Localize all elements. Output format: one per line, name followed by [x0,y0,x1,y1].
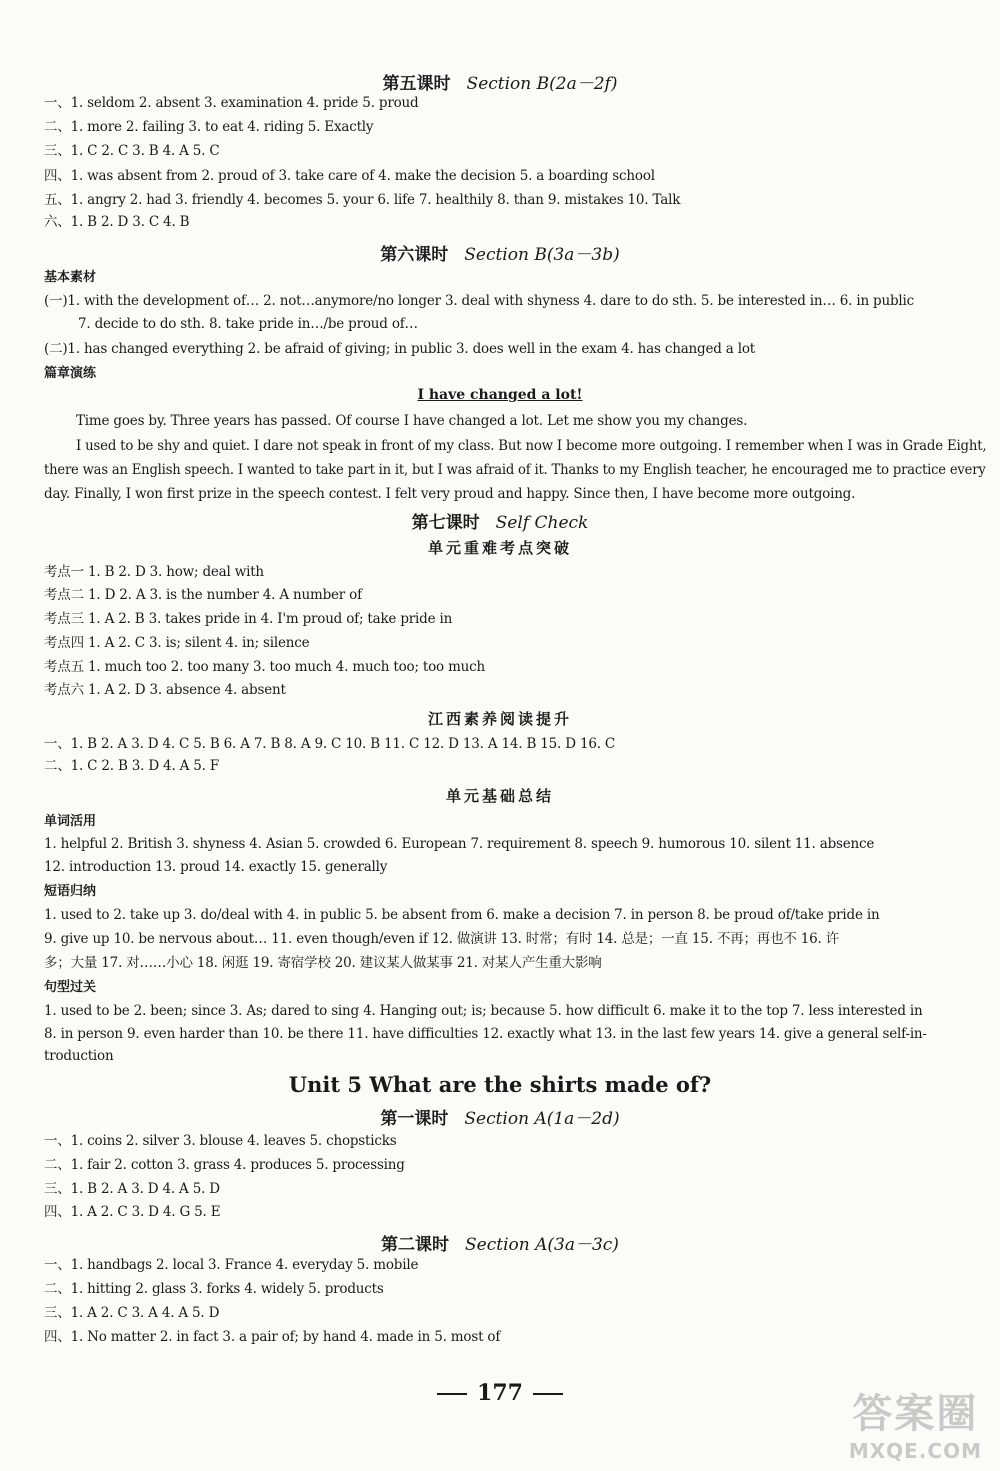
unit5-lesson-1-title: 第一课时 Section A(1a－2d) [380,1109,620,1129]
lesson-7-title: 第七课时 Self Check [411,513,589,533]
watermark-url: MXQE.COM [848,1439,982,1463]
section-heading: 句型过关 [44,980,97,995]
answer-line: 三、1. C 2. C 3. B 4. A 5. C [44,143,220,159]
answer-line: 一、1. handbags 2. local 3. France 4. everyday 5. mobile [44,1257,419,1273]
answer-line: 考点六 1. A 2. D 3. absence 4. absent [44,682,286,698]
answer-line: 四、1. No matter 2. in fact 3. a pair of; by hand 4. made in 5. most of [44,1329,501,1345]
answer-line: 考点五 1. much too 2. too many 3. too much 4. much too; too much [44,659,486,675]
answer-line: troduction [44,1048,114,1064]
answer-line: 四、1. was absent from 2. proud of 3. take care of 4. make the decision 5. a boarding school [44,168,655,184]
answer-line: 7. decide to do sth. 8. take pride in…/be proud of… [78,316,418,332]
answer-line: 多；大量 17. 对……小心 18. 闲逛 19. 寄宿学校 20. 建议某人做某事 21. 对某人产生重大影响 [44,955,602,971]
answer-line: 三、1. B 2. A 3. D 4. A 5. D [44,1181,220,1197]
essay-line: there was an English speech. I wanted to take part in it, but I was afraid of it. Thanks to my English teacher, he encouraged me to practice every [44,462,986,478]
answer-line: 9. give up 10. be nervous about… 11. even though/even if 12. 做演讲 13. 时常；有时 14. 总是；一直 15. 不再；再也不 16. 许 [44,931,840,947]
answer-line: 一、1. coins 2. silver 3. blouse 4. leaves 5. chopsticks [44,1133,397,1149]
section-heading: 单词活用 [44,814,97,829]
section-heading: 短语归纳 [44,884,97,899]
lesson-5-title: 第五课时 Section B(2a－2f) [382,74,618,94]
answer-line: (一)1. with the development of… 2. not…anymore/no longer 3. deal with shyness 4. dare to do sth. 5. be interested in… 6. in public [44,293,915,309]
subsection-title: 江西素养阅读提升 [427,710,572,728]
answer-line: 一、1. B 2. A 3. D 4. C 5. B 6. A 7. B 8. A 9. C 10. B 11. C 12. D 13. A 14. B 15. D 16. C [44,736,616,752]
essay-line: Time goes by. Three years has passed. Of course I have changed a lot. Let me show you my changes. [76,413,748,429]
unit-title: Unit 5 What are the shirts made of? [288,1072,712,1097]
answer-line: 1. used to be 2. been; since 3. As; dared to sing 4. Hanging out; is; because 5. how difficult 6. make it to the top 7. less interested in [44,1003,923,1019]
answer-line: 二、1. hitting 2. glass 3. forks 4. widely 5. products [44,1281,384,1297]
dash-left [437,1393,467,1395]
watermark-text: 答案圈 [852,1391,979,1437]
answer-line: 考点一 1. B 2. D 3. how; deal with [44,564,264,580]
essay-line: I used to be shy and quiet. I dare not speak in front of my class. But now I become more outgoing. I remember when I was in Grade Eight, [76,438,987,454]
subsection-title: 单元基础总结 [445,787,554,805]
subsection-title: 单元重难考点突破 [427,539,572,557]
section-heading: 篇章演练 [44,366,97,381]
page-number: 177 [0,1380,1000,1406]
section-heading: 基本素材 [44,270,97,285]
answer-line: 8. in person 9. even harder than 10. be there 11. have difficulties 12. exactly what 13. in the last few years 14. give a general self-in- [44,1026,927,1042]
answer-line: (二)1. has changed everything 2. be afraid of giving; in public 3. does well in the exam 4. has changed a lot [44,341,756,357]
answer-line: 1. helpful 2. British 3. shyness 4. Asian 5. crowded 6. European 7. requirement 8. speech 9. humorous 10. silent 11. absence [44,836,875,852]
answer-line: 12. introduction 13. proud 14. exactly 15. generally [44,859,388,875]
lesson-6-title: 第六课时 Section B(3a－3b) [380,245,620,265]
answer-line: 一、1. seldom 2. absent 3. examination 4. pride 5. proud [44,95,419,111]
answer-line: 五、1. angry 2. had 3. friendly 4. becomes 5. your 6. life 7. healthily 8. than 9. mistakes 10. Talk [44,192,681,208]
answer-line: 二、1. fair 2. cotton 3. grass 4. produces 5. processing [44,1157,405,1173]
answer-line: 1. used to 2. take up 3. do/deal with 4. in public 5. be absent from 6. make a decision 7. in person 8. be proud of/take pride in [44,907,880,923]
answer-line: 考点二 1. D 2. A 3. is the number 4. A number of [44,587,362,603]
unit5-lesson-2-title: 第二课时 Section A(3a－3c) [381,1235,619,1255]
answer-line: 四、1. A 2. C 3. D 4. G 5. E [44,1204,221,1220]
answer-line: 二、1. more 2. failing 3. to eat 4. riding 5. Exactly [44,119,374,135]
answer-line: 三、1. A 2. C 3. A 4. A 5. D [44,1305,220,1321]
answer-line: 考点三 1. A 2. B 3. takes pride in 4. I'm proud of; take pride in [44,611,453,627]
essay-line: day. Finally, I won first prize in the speech contest. I felt very proud and happy. Since then, I have become more outgoing. [44,486,856,502]
essay-title: I have changed a lot! [417,387,583,403]
answer-line: 二、1. C 2. B 3. D 4. A 5. F [44,758,220,774]
watermark-logo [849,1382,982,1463]
answer-line: 考点四 1. A 2. C 3. is; silent 4. in; silence [44,635,310,651]
dash-right [533,1393,563,1395]
answer-line: 六、1. B 2. D 3. C 4. B [44,214,190,230]
